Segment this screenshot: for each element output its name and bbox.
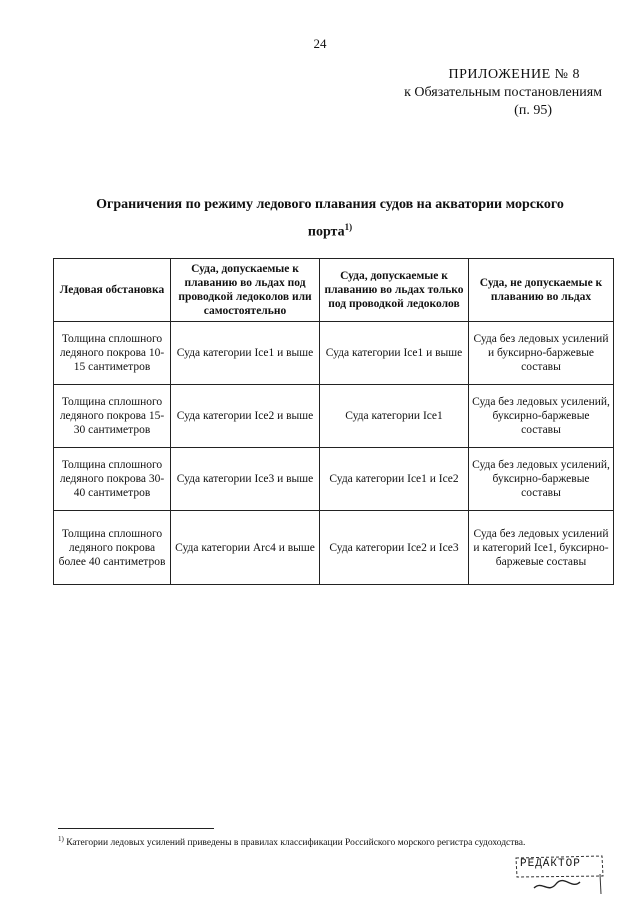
- header-not-allowed: Суда, не допускаемые к плаванию во льдах: [469, 259, 614, 322]
- title-line-2-text: порта: [307, 224, 345, 240]
- table-cell: Суда категории Ice2 и выше: [171, 385, 320, 448]
- table-cell: Суда категории Ice1 и выше: [320, 322, 469, 385]
- table-cell: Суда категории Ice1 и Ice2: [320, 448, 469, 511]
- table-header-row: [54, 259, 614, 322]
- table-cell: Толщина сплошного ледяного покрова 30-40 сантиметров: [54, 448, 171, 511]
- title-line-1: Ограничения по режиму ледового плавания судов на акватории морского: [96, 197, 564, 212]
- table-cell: Толщина сплошного ледяного покрова более 40 сантиметров: [54, 511, 171, 585]
- table-row: [54, 322, 614, 385]
- title-footnote-marker: 1): [344, 222, 353, 232]
- table-cell: Суда без ледовых усилений, буксирно-баржевые составы: [469, 448, 614, 511]
- footnote-marker: 1): [58, 835, 64, 843]
- document-title: [60, 194, 600, 244]
- footnote-text: Категории ледовых усилений приведены в правилах классификации Российского морского регистра судоходства.: [66, 838, 526, 849]
- table-row: [54, 385, 614, 448]
- table-cell: Суда без ледовых усилений и буксирно-баржевые составы: [469, 322, 614, 385]
- appendix-paragraph: (п. 95): [514, 103, 552, 118]
- table-cell: Толщина сплошного ледяного покрова 10-15 сантиметров: [54, 322, 171, 385]
- stamp-text: РЕДАКТОР: [520, 858, 581, 870]
- header-allowed-independent: Суда, допускаемые к плаванию во льдах под проводкой ледоколов или самостоятельно: [171, 259, 320, 322]
- table-cell: Суда категории Ice3 и выше: [171, 448, 320, 511]
- footnote: [58, 835, 525, 848]
- table-cell: Суда категории Arc4 и выше: [171, 511, 320, 585]
- header-ice-conditions: Ледовая обстановка: [54, 259, 171, 322]
- table-cell: Суда без ледовых усилений, буксирно-баржевые составы: [469, 385, 614, 448]
- table-cell: Суда категории Ice2 и Ice3: [320, 511, 469, 585]
- header-allowed-icebreaker-only: Суда, допускаемые к плаванию во льдах только под проводкой ледоколов: [320, 259, 469, 322]
- table-cell: Суда категории Ice1: [320, 385, 469, 448]
- table-row: [54, 511, 614, 585]
- appendix-reference: к Обязательным постановлениям: [404, 85, 602, 100]
- footnote-divider: [58, 828, 214, 829]
- appendix-label: ПРИЛОЖЕНИЕ № 8: [448, 67, 580, 82]
- editor-stamp: [514, 854, 606, 896]
- ice-restrictions-table: [53, 258, 614, 585]
- appendix-header: [404, 66, 602, 120]
- page-number: 24: [313, 36, 327, 51]
- table-cell: Толщина сплошного ледяного покрова 15-30 сантиметров: [54, 385, 171, 448]
- table-cell: Суда категории Ice1 и выше: [171, 322, 320, 385]
- table-cell: Суда без ледовых усилений и категорий Ice1, буксирно-баржевые составы: [469, 511, 614, 585]
- title-line-2: [60, 216, 600, 244]
- table-row: [54, 448, 614, 511]
